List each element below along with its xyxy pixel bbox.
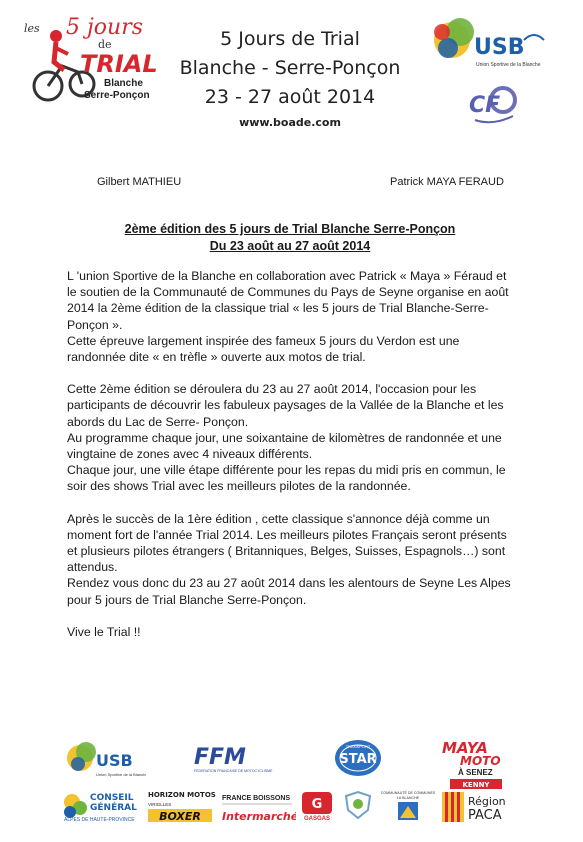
event-logo-jours: 5 jours <box>66 15 144 40</box>
sponsor-communaute-logo <box>380 788 436 824</box>
sponsor-horizon-sub: VIRIGLLES <box>148 802 172 807</box>
paragraph-closing: Vive le Trial !! <box>67 624 141 639</box>
sponsor-usb-subtitle: Union Sportive de la Blanche <box>96 772 146 777</box>
sponsor-moto-text: MOTO <box>460 754 501 768</box>
sponsor-paca-text: PACA <box>468 808 502 823</box>
event-logo <box>20 14 160 106</box>
usb-logo-subtitle: Union Sportive de la Blanche <box>476 62 541 68</box>
signatory-left: Gilbert MATHIEU <box>97 176 182 188</box>
sponsor-emblem-logo <box>340 790 376 820</box>
event-title: 5 Jours de Trial <box>220 28 360 50</box>
cf-logo <box>465 82 520 127</box>
paragraph-program: Au programme chaque jour, une soixantaine de kilomètres de randonnée et une vingtaine de zones avec 4 niveaux différents. <box>67 430 502 462</box>
usb-logo-text: USB <box>474 35 525 60</box>
sponsor-region-paca-logo <box>440 790 518 824</box>
sponsor-communaute-text: COMMUNAUTÉ DE COMMUNES <box>380 791 436 795</box>
sponsor-communaute-text2: LA BLANCHE <box>396 796 420 800</box>
sponsor-conseil-line2: GÉNÉRAL <box>90 803 137 813</box>
event-dates: 23 - 27 août 2014 <box>204 86 376 108</box>
sponsor-france-boissons-logo <box>218 790 296 824</box>
paragraph-daily: Chaque jour, une ville étape différente pour les repas du midi pris en commun, le soir des shows Trial avec les meilleurs pilotes de la randonnée. <box>67 463 506 494</box>
subject-line-2: Du 23 août au 27 août 2014 <box>209 239 371 253</box>
sponsor-boxer-text: BOXER <box>159 810 201 823</box>
letter-body <box>67 268 517 640</box>
sponsor-ffm-text: FFM <box>194 745 246 770</box>
event-logo-serre: Serre-Ponçon <box>84 90 150 101</box>
sponsor-maya-text: MAYA <box>442 739 488 757</box>
subject-heading <box>80 221 500 255</box>
sponsor-horizon-motos-logo <box>146 788 216 824</box>
signatory-right: Patrick MAYA FERAUD <box>390 176 504 188</box>
website-link[interactable]: www.boade.com <box>239 116 341 129</box>
svg-text:G: G <box>311 797 323 812</box>
paragraph-intro: L 'union Sportive de la Blanche en collaboration avec Patrick « Maya » Féraud et le soutien de la Communauté de Communes du Pays de Seyne organise en août 2014 la 2ème édition de la classique trial « les 5 jours de Trial Blanche-Serre-Ponçon ». <box>67 269 509 332</box>
sponsor-intermarche-text: Intermarché <box>222 810 296 823</box>
paragraph-inspiration: Cette épreuve largement inspirée des fameux 5 jours du Verdon est une randonnée dite « en trèfle » ouverte aux motos de trial. <box>67 333 460 365</box>
event-logo-blanche: Blanche <box>104 78 143 89</box>
sponsor-horizon-text: HORIZON MOTOS <box>148 791 216 799</box>
subject-line-1: 2ème édition des 5 jours de Trial Blanche Serre-Ponçon <box>124 222 456 236</box>
sponsor-conseil-general-logo <box>62 788 148 824</box>
event-logo-trial: TRIAL <box>80 50 158 78</box>
header-title-block <box>165 25 415 129</box>
sponsor-conseil-line1: CONSEIL <box>90 793 134 803</box>
sponsor-star-text: STAR <box>339 752 377 767</box>
sponsor-kenny-text: KENNY <box>462 781 490 789</box>
sponsor-gasgas-logo <box>298 790 336 822</box>
sponsor-star-logo <box>333 738 383 778</box>
sponsor-ffm-subtitle: FEDERATION FRANCAISE DE MOTOCYCLISME <box>194 769 273 773</box>
cf-logo-text: CF <box>469 93 501 118</box>
sponsor-senez-text: À SENEZ <box>458 768 493 777</box>
sponsor-ffm-logo <box>190 744 275 774</box>
event-location: Blanche - Serre-Ponçon <box>179 57 401 79</box>
sponsor-gasgas-text: GASGAS <box>303 816 331 822</box>
sponsor-usb-logo <box>66 736 146 780</box>
sponsor-conseil-line3: ALPES DE HAUTE-PROVINCE <box>64 817 135 823</box>
paragraph-success: Après le succès de la 1ère édition , cette classique s'annonce déjà comme un moment fort de l'année Trial 2014. Les meilleurs pilotes Français seront présents et plusieurs pilotes étrangers ( Britanniques, Belges, Suisses, Espagnols…) sont attendus. <box>67 511 507 575</box>
sponsor-region-text: Région <box>468 795 506 808</box>
paragraph-invitation: Rendez vous donc du 23 au 27 août 2014 dans les alentours de Seyne Les Alpes pour 5 jours de Trial Blanche Serre-Ponçon. <box>67 576 511 607</box>
usb-logo <box>430 10 550 75</box>
sponsor-star-top: TRANSPORT <box>345 744 371 749</box>
paragraph-edition: Cette 2ème édition se déroulera du 23 au 27 août 2014, l'occasion pour les participants de découvrir les fabuleux paysages de la Vallée de la Blanche et les abords du Lac de Serre- Ponçon. <box>67 382 504 429</box>
event-logo-les: les <box>24 22 40 35</box>
event-logo-de: de <box>98 38 112 51</box>
sponsor-usb-text: USB <box>96 751 133 770</box>
sponsor-maya-moto-logo <box>440 738 512 792</box>
sponsor-france-boissons-text: FRANCE BOISSONS <box>222 795 291 802</box>
